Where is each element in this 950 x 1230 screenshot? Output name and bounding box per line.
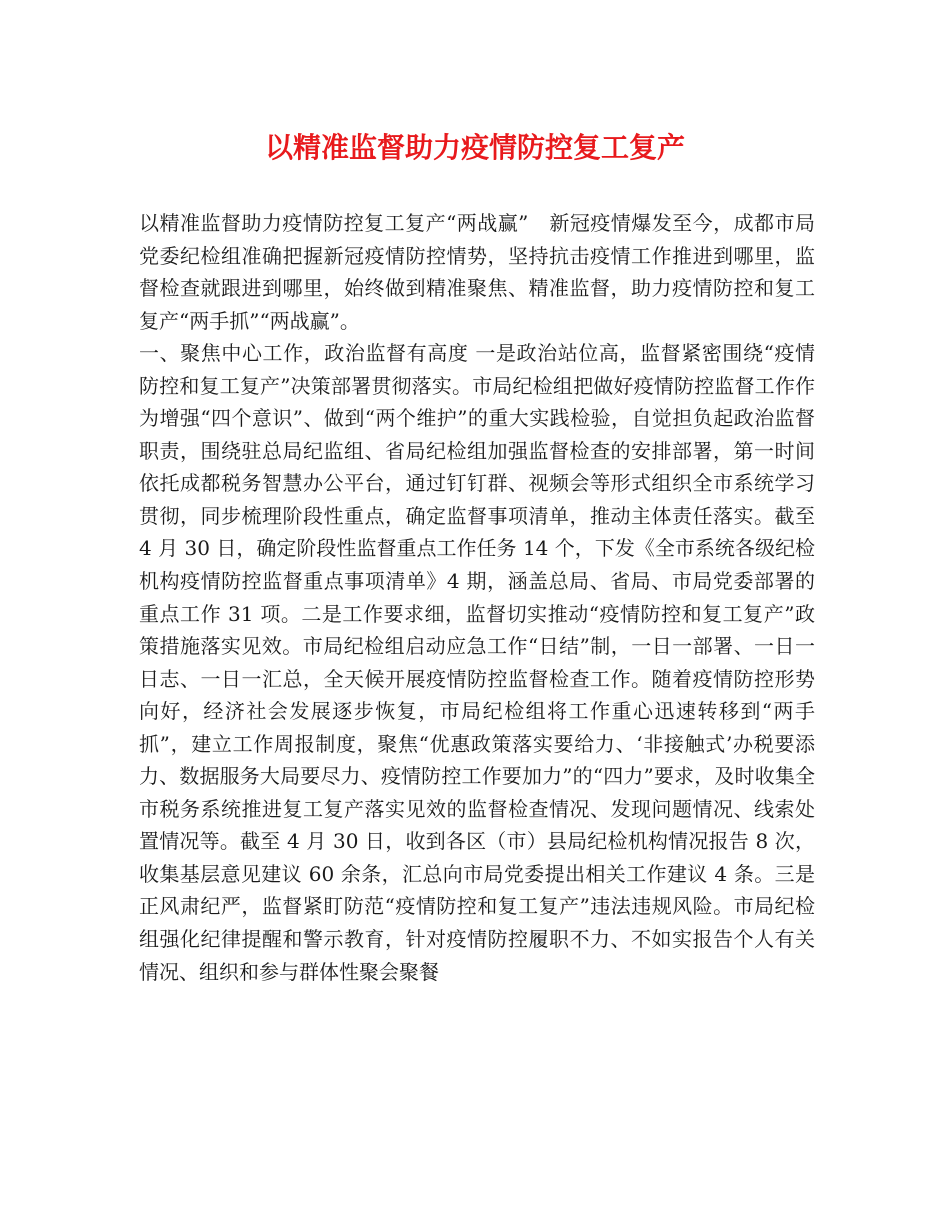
paragraph-section-one: 一、聚焦中心工作，政治监督有高度 一是政治站位高，监督紧密围绕“疫情防控和复工复产”决策部署贯彻落实。市局纪检组把做好疫情防控监督工作作为增强“四个意识”、做到“两个维护”的重大实践检验，自觉担负起政治监督职责，围绕驻总局纪监组、省局纪检组加强监督检查的安排部署，第一时间依托成都税务智慧办公平台，通过钉钉群、视频会等形式组织全市系统学习贯彻，同步梳理阶段性重点，确定监督事项清单，推动主体责任落实。截至 4 月 30 日，确定阶段性监督重点工作任务 14 个，下发《全市系统各级纪检机构疫情防控监督重点事项清单》4 期，涵盖总局、省局、市局党委部署的重点工作 31 项。二是工作要求细，监督切实推动“疫情防控和复工复产”政策措施落实见效。市局纪检组启动应急工作“日结”制，一日一部署、一日一日志、一日一汇总，全天候开展疫情防控监督检查工作。随着疫情防控形势向好，经济社会发展逐步恢复，市局纪检组将工作重心迅速转移到“两手抓”，建立工作周报制度，聚焦“优惠政策落实要给力、‘非接触式’办税要添力、数据服务大局要尽力、疫情防控工作要加力”的“四力”要求，及时收集全市税务系统推进复工复产落实见效的监督检查情况、发现问题情况、线索处置情况等。截至 4 月 30 日，收到各区（市）县局纪检机构情况报告 8 次，收集基层意见建议 60 余条，汇总向市局党委提出相关工作建议 4 条。三是正风肃纪严，监督紧盯防范“疫情防控和复工复产”违法违规风险。市局纪检组强化纪律提醒和警示教育，针对疫情防控履职不力、不如实报告个人有关情况、组织和参与群体性聚会聚餐 — [139, 341, 815, 984]
document-title: 以精准监督助力疫情防控复工复产 — [264, 131, 685, 164]
document-body — [139, 207, 815, 988]
paragraph-intro: 以精准监督助力疫情防控复工复产“两战赢” 新冠疫情爆发至今，成都市局党委纪检组准确把握新冠疫情防控情势，坚持抗击疫情工作推进到哪里，监督检查就跟进到哪里，始终做到精准聚焦、精准监督，助力疫情防控和复工复产“两手抓”“两战赢”。 — [139, 211, 815, 333]
